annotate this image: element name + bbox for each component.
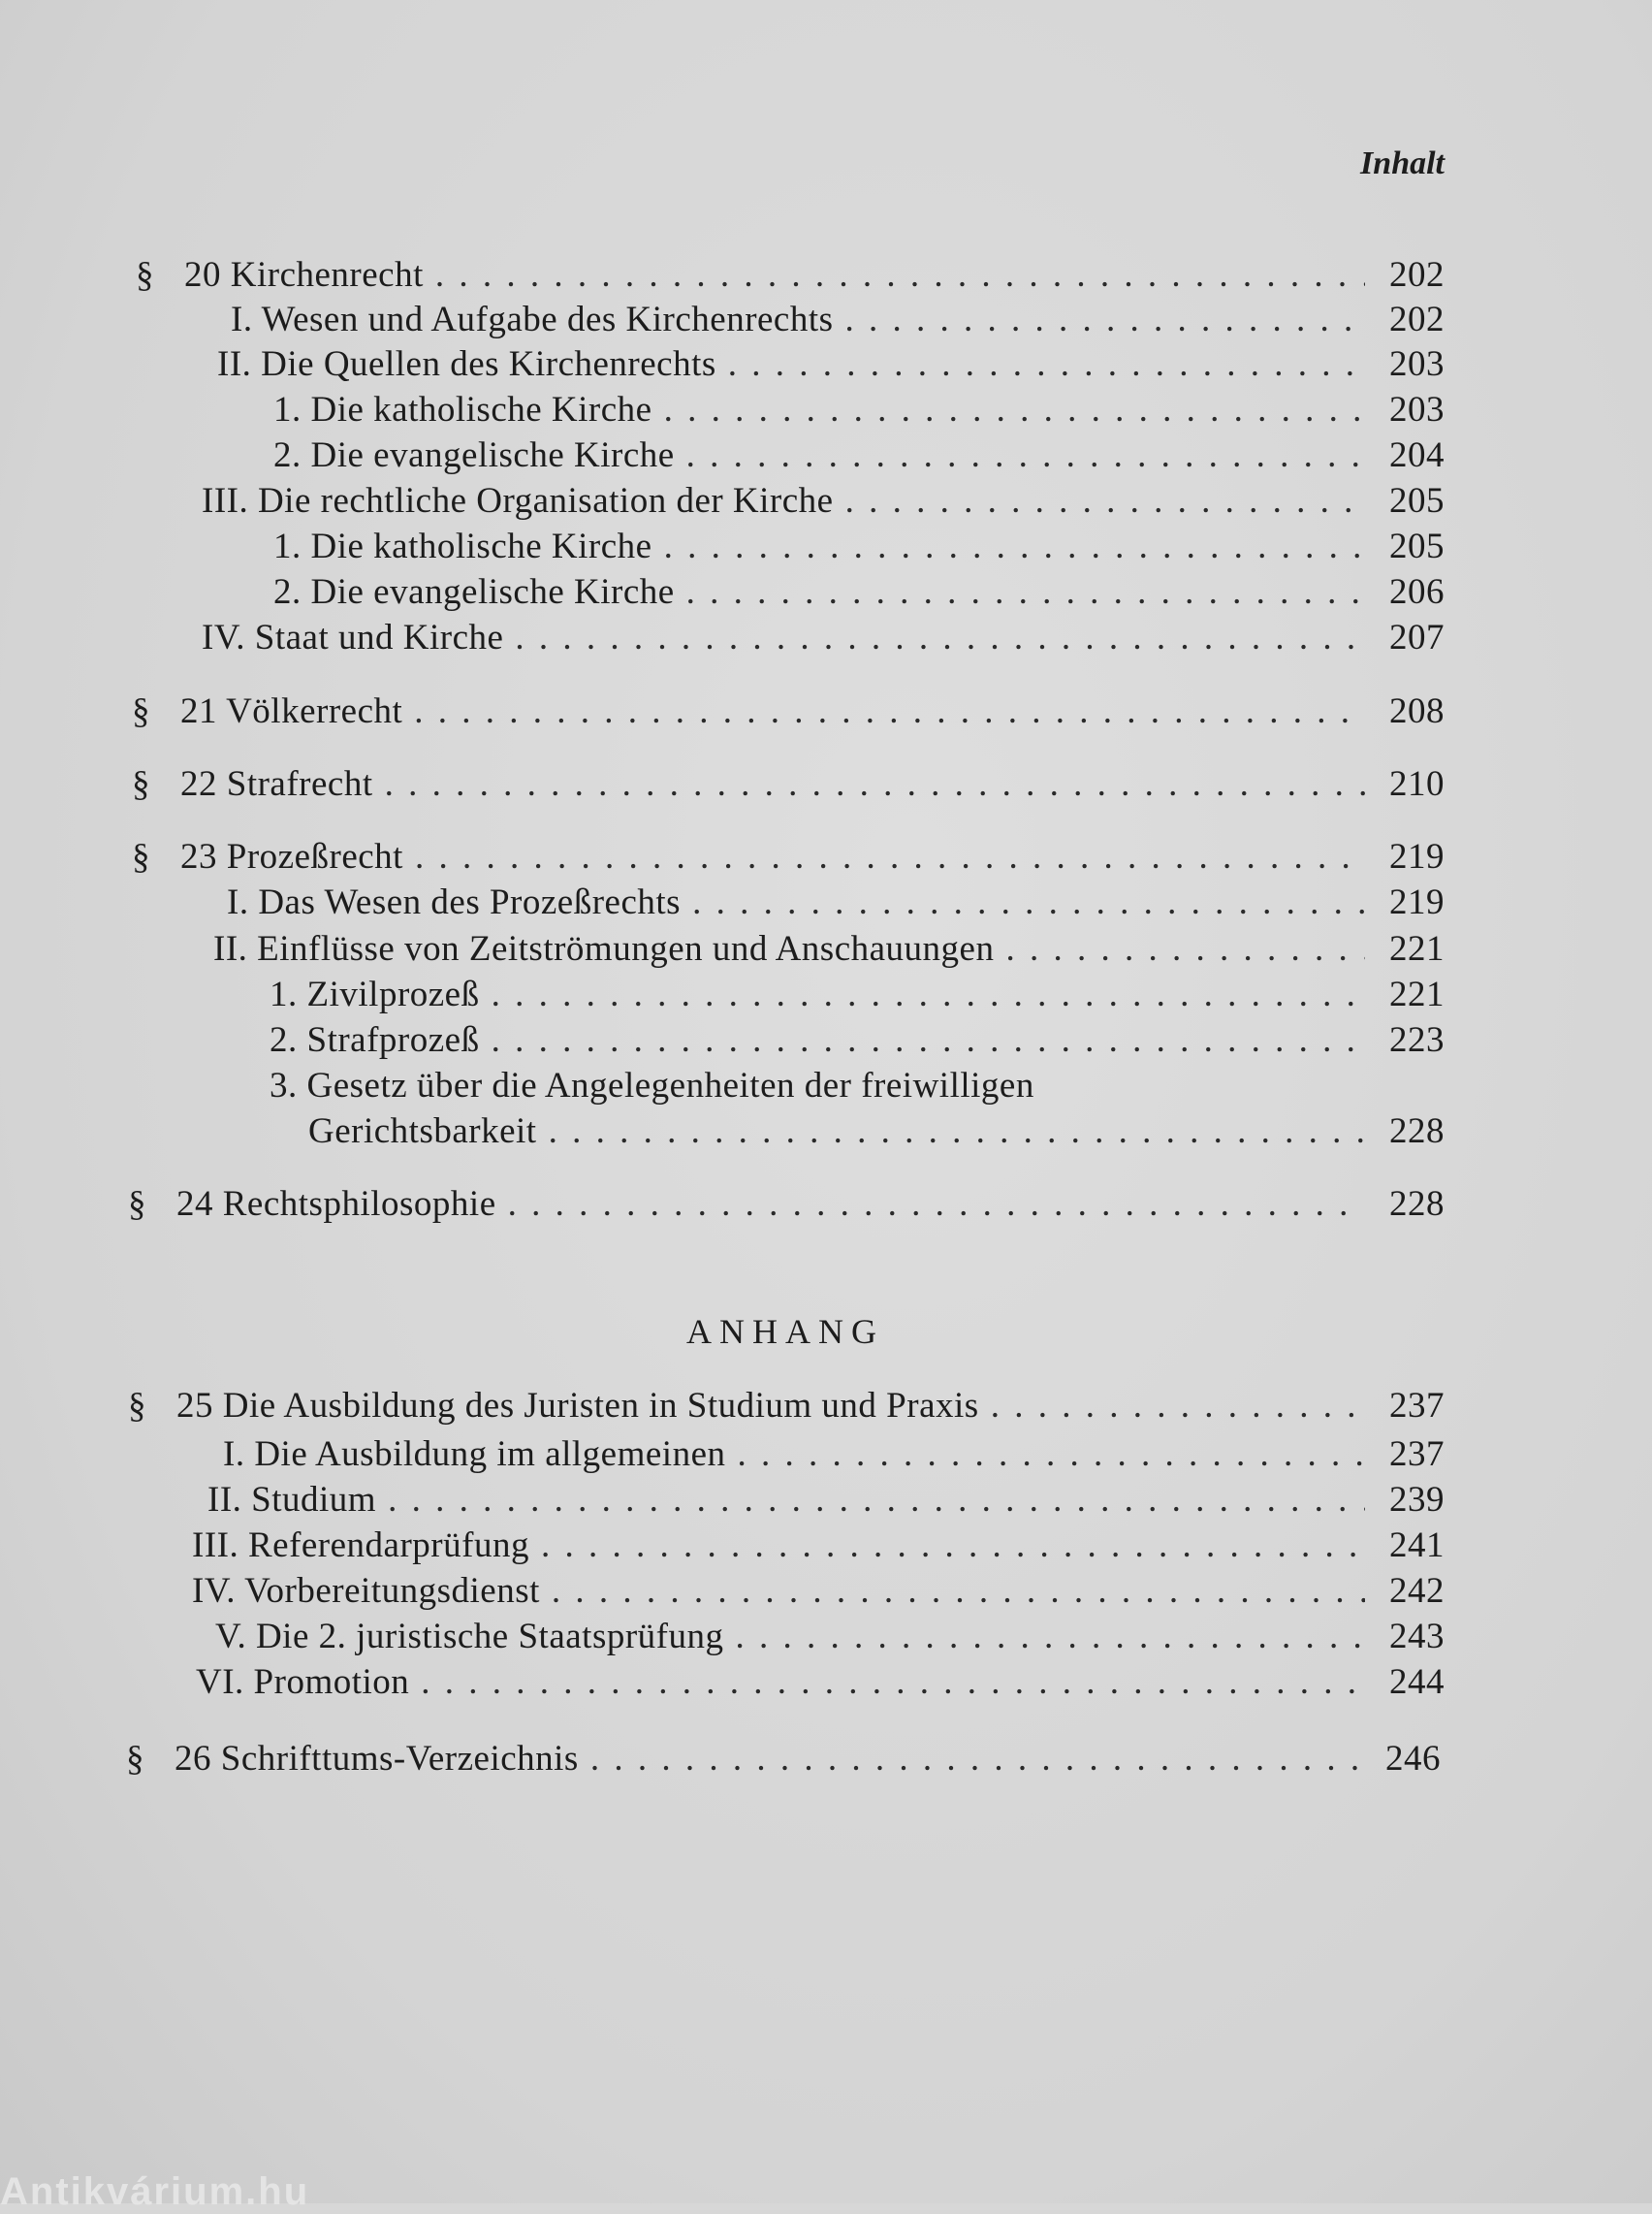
toc-entry bbox=[136, 254, 1445, 297]
page-number: 242 bbox=[1389, 1571, 1445, 1611]
page-number: 207 bbox=[1389, 618, 1445, 658]
entry-label: II. Die Quellen des Kirchenrechts bbox=[217, 344, 716, 384]
entry-label: 22 Strafrecht bbox=[180, 764, 373, 804]
page-number: 203 bbox=[1389, 390, 1445, 430]
entry-label: 25 Die Ausbildung des Juristen in Studium und Praxis bbox=[176, 1386, 979, 1426]
toc-entry bbox=[270, 974, 1445, 1016]
entry-label: 3. Gesetz über die Angelegenheiten der freiwilligen bbox=[270, 1066, 1034, 1106]
entry-label: 1. Die katholische Kirche bbox=[273, 527, 652, 566]
leader-dots bbox=[388, 1479, 1365, 1521]
leader-dots bbox=[385, 763, 1365, 805]
toc-entry bbox=[273, 526, 1445, 568]
leader-dots bbox=[435, 254, 1365, 296]
toc-entry bbox=[128, 1183, 1445, 1226]
leader-dots bbox=[692, 882, 1365, 923]
leader-dots bbox=[845, 480, 1365, 522]
toc-entry bbox=[207, 1479, 1445, 1522]
entry-label: I. Das Wesen des Prozeßrechts bbox=[227, 882, 682, 922]
page-number: 243 bbox=[1389, 1617, 1445, 1656]
entry-label: 21 Völkerrecht bbox=[180, 691, 403, 731]
page-number: 246 bbox=[1385, 1739, 1441, 1779]
toc-entry bbox=[202, 617, 1445, 659]
leader-dots bbox=[590, 1738, 1361, 1780]
toc-entry bbox=[215, 1616, 1445, 1658]
page-number: 221 bbox=[1389, 975, 1445, 1014]
section-sign: § bbox=[128, 1184, 146, 1224]
leader-dots bbox=[738, 1433, 1366, 1475]
toc-entry bbox=[270, 1065, 1445, 1107]
entry-label: II. Einflüsse von Zeitströmungen und Anschauungen bbox=[213, 929, 995, 969]
leader-dots bbox=[508, 1183, 1365, 1225]
leader-dots bbox=[541, 1524, 1365, 1566]
entry-label: I. Wesen und Aufgabe des Kirchenrechts bbox=[231, 300, 834, 339]
toc-entry bbox=[273, 571, 1445, 614]
leader-dots bbox=[845, 299, 1365, 340]
leader-dots bbox=[492, 974, 1365, 1015]
page-number: 204 bbox=[1389, 435, 1445, 475]
entry-label: 26 Schrifttums-Verzeichnis bbox=[175, 1739, 579, 1779]
entry-label: 23 Prozeßrecht bbox=[180, 837, 403, 877]
toc-entry bbox=[231, 299, 1445, 341]
page-number: 205 bbox=[1389, 481, 1445, 521]
toc-entry bbox=[192, 1570, 1445, 1613]
leader-dots bbox=[492, 1019, 1365, 1061]
page-number: 237 bbox=[1389, 1434, 1445, 1474]
leader-dots bbox=[549, 1110, 1365, 1152]
entry-label: Gerichtsbarkeit bbox=[308, 1111, 537, 1151]
section-sign: § bbox=[136, 255, 154, 295]
page-number: 203 bbox=[1389, 344, 1445, 384]
entry-label: 24 Rechtsphilosophie bbox=[176, 1184, 496, 1224]
page-number: 237 bbox=[1389, 1386, 1445, 1426]
leader-dots bbox=[686, 434, 1365, 476]
leader-dots bbox=[664, 526, 1365, 567]
entry-label: 1. Zivilprozeß bbox=[270, 975, 480, 1014]
section-heading-anhang: ANHANG bbox=[686, 1312, 884, 1351]
entry-label: 2. Strafprozeß bbox=[270, 1020, 480, 1060]
leader-dots bbox=[552, 1570, 1365, 1612]
toc-entry bbox=[196, 1661, 1445, 1704]
page-number: 206 bbox=[1389, 572, 1445, 612]
section-sign: § bbox=[132, 837, 150, 877]
leader-dots bbox=[991, 1385, 1365, 1427]
page-number: 228 bbox=[1389, 1184, 1445, 1224]
leader-dots bbox=[515, 617, 1365, 658]
entry-label: I. Die Ausbildung im allgemeinen bbox=[223, 1434, 726, 1474]
entry-label: V. Die 2. juristische Staatsprüfung bbox=[215, 1617, 724, 1656]
page-number: 202 bbox=[1389, 300, 1445, 339]
page-number: 241 bbox=[1389, 1525, 1445, 1565]
entry-label: 20 Kirchenrecht bbox=[184, 255, 424, 295]
entry-label: 2. Die evangelische Kirche bbox=[273, 572, 675, 612]
entry-label: IV. Vorbereitungsdienst bbox=[192, 1571, 540, 1611]
page-number: 219 bbox=[1389, 882, 1445, 922]
leader-dots bbox=[664, 389, 1365, 431]
section-sign: § bbox=[132, 691, 150, 731]
entry-label: III. Referendarprüfung bbox=[192, 1525, 529, 1565]
page-number: 202 bbox=[1389, 255, 1445, 295]
section-sign: § bbox=[132, 764, 150, 804]
leader-dots bbox=[728, 343, 1365, 385]
toc-entry bbox=[126, 1738, 1441, 1781]
section-sign: § bbox=[126, 1739, 144, 1779]
entry-label: III. Die rechtliche Organisation der Kirche bbox=[202, 481, 834, 521]
entry-label: 2. Die evangelische Kirche bbox=[273, 435, 675, 475]
leader-dots bbox=[421, 1661, 1365, 1703]
toc-entry bbox=[132, 763, 1445, 806]
page-number: 221 bbox=[1389, 929, 1445, 969]
leader-dots bbox=[735, 1616, 1365, 1657]
page-number: 244 bbox=[1389, 1662, 1445, 1702]
entry-label: VI. Promotion bbox=[196, 1662, 410, 1702]
running-head: Inhalt bbox=[1360, 145, 1445, 181]
page-number: 219 bbox=[1389, 837, 1445, 877]
page-number: 205 bbox=[1389, 527, 1445, 566]
entry-label: II. Studium bbox=[207, 1480, 377, 1520]
page-number: 223 bbox=[1389, 1020, 1445, 1060]
toc-entry bbox=[192, 1524, 1445, 1567]
toc-entry bbox=[132, 836, 1445, 879]
toc-entry bbox=[202, 480, 1445, 523]
entry-label: 1. Die katholische Kirche bbox=[273, 390, 652, 430]
leader-dots bbox=[1005, 928, 1365, 970]
leader-dots bbox=[415, 836, 1365, 878]
toc-entry bbox=[128, 1385, 1445, 1428]
leader-dots bbox=[686, 571, 1365, 613]
toc-entry bbox=[223, 1433, 1445, 1476]
page-number: 210 bbox=[1389, 764, 1445, 804]
entry-label: IV. Staat und Kirche bbox=[202, 618, 504, 658]
toc-entry bbox=[217, 343, 1445, 386]
toc-entry bbox=[213, 928, 1445, 971]
toc-entry bbox=[270, 1019, 1445, 1062]
leader-dots bbox=[414, 690, 1365, 732]
page-number: 239 bbox=[1389, 1480, 1445, 1520]
toc-entry bbox=[227, 882, 1445, 924]
section-sign: § bbox=[128, 1386, 146, 1426]
toc-entry bbox=[273, 434, 1445, 477]
toc-entry bbox=[308, 1110, 1445, 1153]
watermark: Antikvárium.hu bbox=[0, 2170, 310, 2213]
toc-entry bbox=[132, 690, 1445, 733]
page-number: 208 bbox=[1389, 691, 1445, 731]
page-number: 228 bbox=[1389, 1111, 1445, 1151]
toc-entry bbox=[273, 389, 1445, 432]
